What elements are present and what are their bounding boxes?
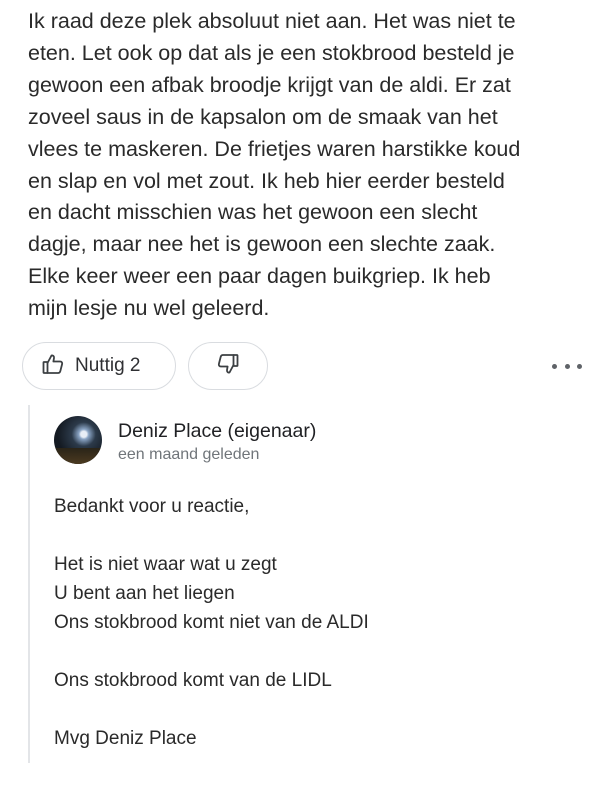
more-options-icon[interactable] [552,355,582,377]
review-line: vlees te maskeren. De frietjes waren harstikke koud [28,136,521,161]
review-text [28,6,580,325]
review-line: gewoon een afbak broodje krijgt van de aldi. Er zat [28,72,511,97]
review-line: Elke keer weer een paar dagen buikgriep. Ik heb [28,264,491,289]
useful-label: Nuttig 2 [75,355,141,376]
owner-name[interactable]: Deniz Place (eigenaar) [118,420,317,442]
thumbs-up-icon [41,352,65,381]
reply-body [54,492,574,753]
not-useful-button[interactable] [188,342,268,390]
reply-greeting: Bedankt voor u reactie, [54,496,250,517]
thumbs-down-icon [216,352,240,381]
reply-line: U bent aan het liegen [54,583,235,604]
useful-button[interactable] [22,342,176,390]
review-line: Ik raad deze plek absoluut niet aan. Het was niet te [28,9,516,33]
review-line: en slap en vol met zout. Ik heb hier eerder besteld [28,168,505,193]
reply-divider [28,405,30,763]
avatar[interactable] [54,416,102,464]
review-line: mijn lesje nu wel geleerd. [28,296,270,321]
reply-timestamp: een maand geleden [118,446,260,463]
review-line: dagje, maar nee het is gewoon een slechte zaak. [28,232,496,257]
reply-signoff: Mvg Deniz Place [54,728,197,749]
reply-line: Het is niet waar wat u zegt [54,554,277,575]
review-line: zoveel saus in de kapsalon om de smaak van het [28,104,498,129]
reply-line: Ons stokbrood komt niet van de ALDI [54,612,369,633]
review-line: eten. Let ook op dat als je een stokbrood besteld je [28,40,515,65]
reply-lidl-line: Ons stokbrood komt van de LIDL [54,670,332,691]
review-actions [22,342,582,392]
review-line: en dacht misschien was het gewoon een slecht [28,200,478,225]
